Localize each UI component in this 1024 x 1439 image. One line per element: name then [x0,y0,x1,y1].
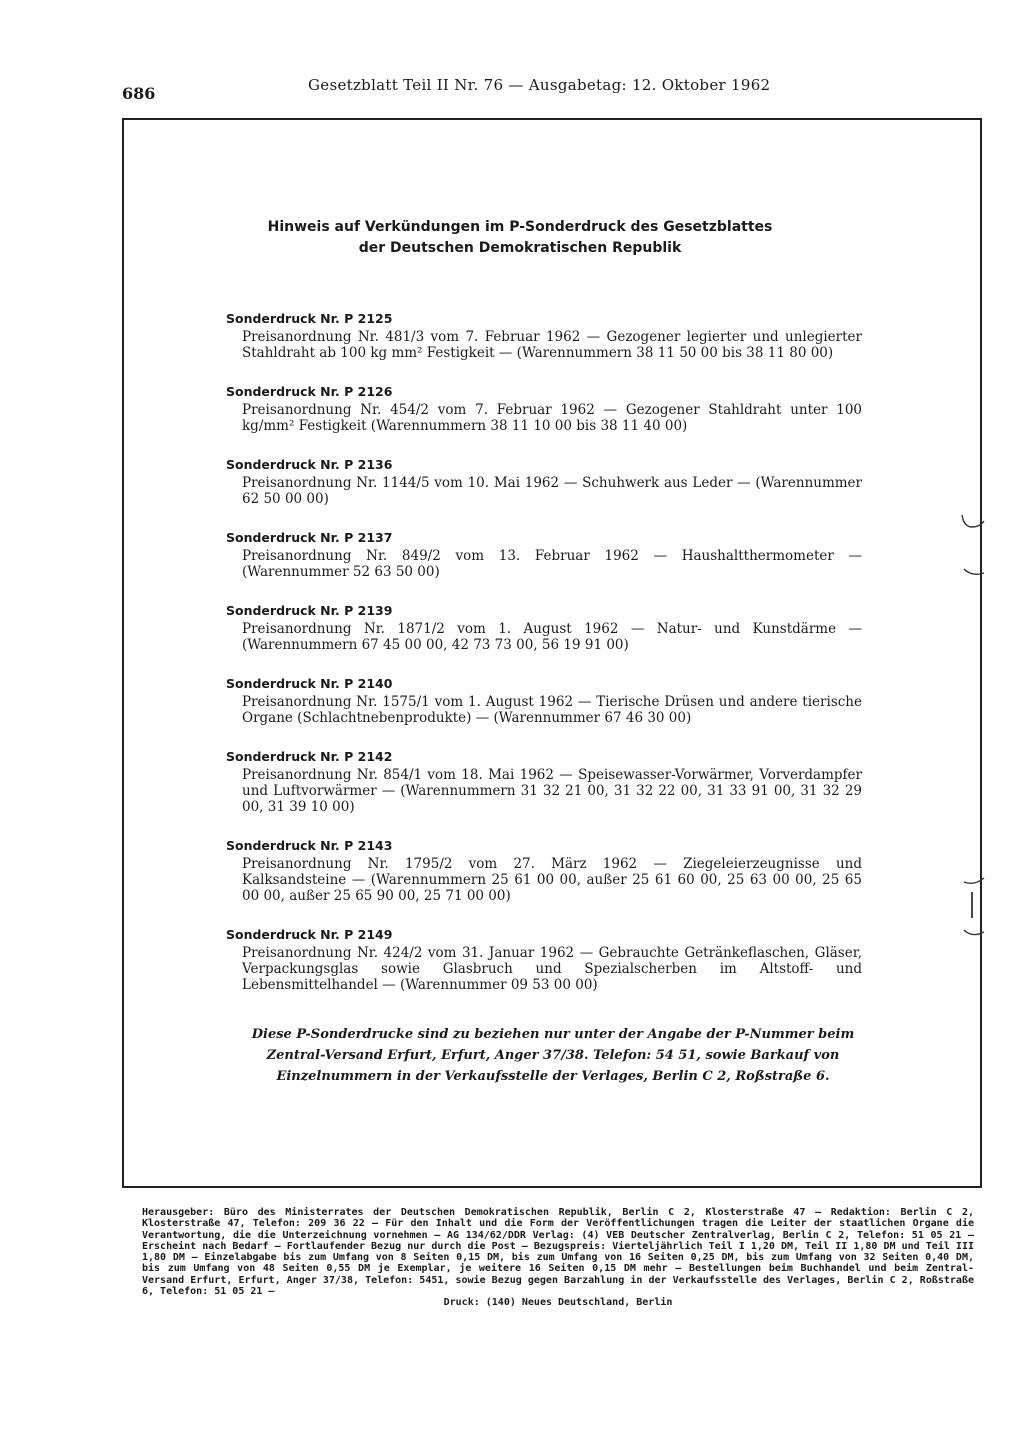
notice-heading-line-2: der Deutschen Demokratischen Republik [358,240,682,256]
entry-title: Sonderdruck Nr. P 2142 [226,749,393,764]
entry-p2136 [226,456,862,507]
entry-title: Sonderdruck Nr. P 2149 [226,927,393,942]
frame-bottom-rule [142,1186,982,1188]
notice-heading-line-1: Hinweis auf Verkündungen im P-Sonderdruck des Gesetzblattes [267,219,773,235]
imprint-printer: Druck: (140) Neues Deutschland, Berlin [443,1297,673,1309]
running-header: Gesetzblatt Teil II Nr. 76 — Ausgabetag: 12. Oktober 1962 [308,76,771,94]
entry-p2126 [226,383,862,434]
entry-p2142 [226,748,862,815]
imprint [142,1207,974,1309]
entry-text: Preisanordnung Nr. 454/2 vom 7. Februar 1962 — Gezogener Stahldraht unter 100 kg/mm² Festigkeit (Warennummern 38 11 10 00 bis 38 11 40 00) [242,402,862,434]
entry-text: Preisanordnung Nr. 481/3 vom 7. Februar 1962 — Gezogener legierter und unlegierter Stahldraht ab 100 kg mm² Festigkeit — (Warennummern 38 11 50 00 bis 38 11 80 00) [242,329,862,361]
ordering-note: Diese P-Sonderdrucke sind zu beziehen nur unter der Angabe der P-Nummer beim Zentral-Versand Erfurt, Erfurt, Anger 37/38. Telefon: 54 51, sowie Barkauf von Einzelnummern in der Verkaufsstelle der Verlages, Berlin C 2, Roßstraße 6. [251,1027,855,1084]
entry-p2125 [226,310,862,361]
margin-mark-icon [958,505,988,535]
entry-text: Preisanordnung Nr. 854/1 vom 18. Mai 1962 — Speisewasser-Vorwärmer, Vorverdampfer und Luftvorwärmer — (Warennummern 31 32 21 00, 31 32 22 00, 31 33 91 00, 31 32 29 00, 31 39 10 00) [242,767,862,815]
margin-mark-icon [958,890,988,920]
imprint-text: Herausgeber: Büro des Ministerrates der Deutschen Demokratischen Republik, Berlin C 2, Klosterstraße 47 — Redaktion: Berlin C 2, Klosterstraße 47, Telefon: 209 36 22 — Für den Inhalt und die Form der Veröffentlichungen tragen die Leiter der staatlichen Organe die Verantwortung, die die Unterzeichnung vornehmen — AG 134/62/DDR Verlag: (4) VEB Deutscher Zentralverlag, Berlin C 2, Telefon: 51 05 21 — Erscheint nach Bedarf — Fortlaufender Bezug nur durch die Post — Bezugspreis: Vierteljährlich Teil I 1,20 DM, Teil II 1,80 DM und Teil III 1,80 DM — Einzelabgabe bis zum Umfang von 8 Seiten 0,15 DM, bis zum Umfang von 16 Seiten 0,25 DM, bis zum Umfang von 32 Seiten 0,40 DM, bis zum Umfang von 48 Seiten 0,55 DM je Exemplar, je weitere 16 Seiten 0,15 DM mehr — Bestellungen beim Buchhandel und beim Zentral-Versand Erfurt, Erfurt, Anger 37/38, Telefon: 5451, sowie Bezug gegen Barzahlung in der Verkaufsstelle des Verlages, Berlin C 2, Roßstraße 6, Telefon: 51 05 21 — [142,1207,974,1298]
margin-mark-icon [958,918,988,948]
entry-text: Preisanordnung Nr. 849/2 vom 13. Februar 1962 — Haushaltthermometer — (Warennummer 52 63 50 00) [242,548,862,580]
entry-text: Preisanordnung Nr. 1575/1 vom 1. August 1962 — Tierische Drüsen und andere tierische Organe (Schlachtnebenprodukte) — (Warennummer 67 46 30 00) [242,694,862,726]
entry-title: Sonderdruck Nr. P 2125 [226,311,393,326]
entry-title: Sonderdruck Nr. P 2139 [226,603,393,618]
entry-text: Preisanordnung Nr. 424/2 vom 31. Januar 1962 — Gebrauchte Getränkeflaschen, Gläser, Verpackungsglas sowie Glasbruch und Spezialscherben im Altstoff- und Lebensmittelhandel — (Warennummer 09 53 00 00) [242,945,862,993]
entry-p2149 [226,926,862,993]
entry-text: Preisanordnung Nr. 1795/2 vom 27. März 1962 — Ziegeleierzeugnisse und Kalksandsteine — (Warennummern 25 61 00 00, außer 25 61 60 00, 25 63 00 00, 25 65 00 00, außer 25 65 90 00, 25 71 00 00) [242,856,862,904]
entry-title: Sonderdruck Nr. P 2126 [226,384,393,399]
entry-p2139 [226,602,862,653]
entry-p2140 [226,675,862,726]
entry-list [226,310,862,1015]
entry-title: Sonderdruck Nr. P 2137 [226,530,393,545]
margin-mark-icon [958,555,988,585]
entry-p2143 [226,837,862,904]
page-number: 686 [122,84,156,103]
notice-heading [160,217,880,259]
entry-text: Preisanordnung Nr. 1871/2 vom 1. August 1962 — Natur- und Kunstdärme — (Warennummern 67 45 00 00, 42 73 73 00, 56 19 91 00) [242,621,862,653]
entry-p2137 [226,529,862,580]
entry-text: Preisanordnung Nr. 1144/5 vom 10. Mai 1962 — Schuhwerk aus Leder — (Warennummer 62 50 00 00) [242,475,862,507]
entry-title: Sonderdruck Nr. P 2136 [226,457,393,472]
entry-title: Sonderdruck Nr. P 2143 [226,838,393,853]
entry-title: Sonderdruck Nr. P 2140 [226,676,393,691]
